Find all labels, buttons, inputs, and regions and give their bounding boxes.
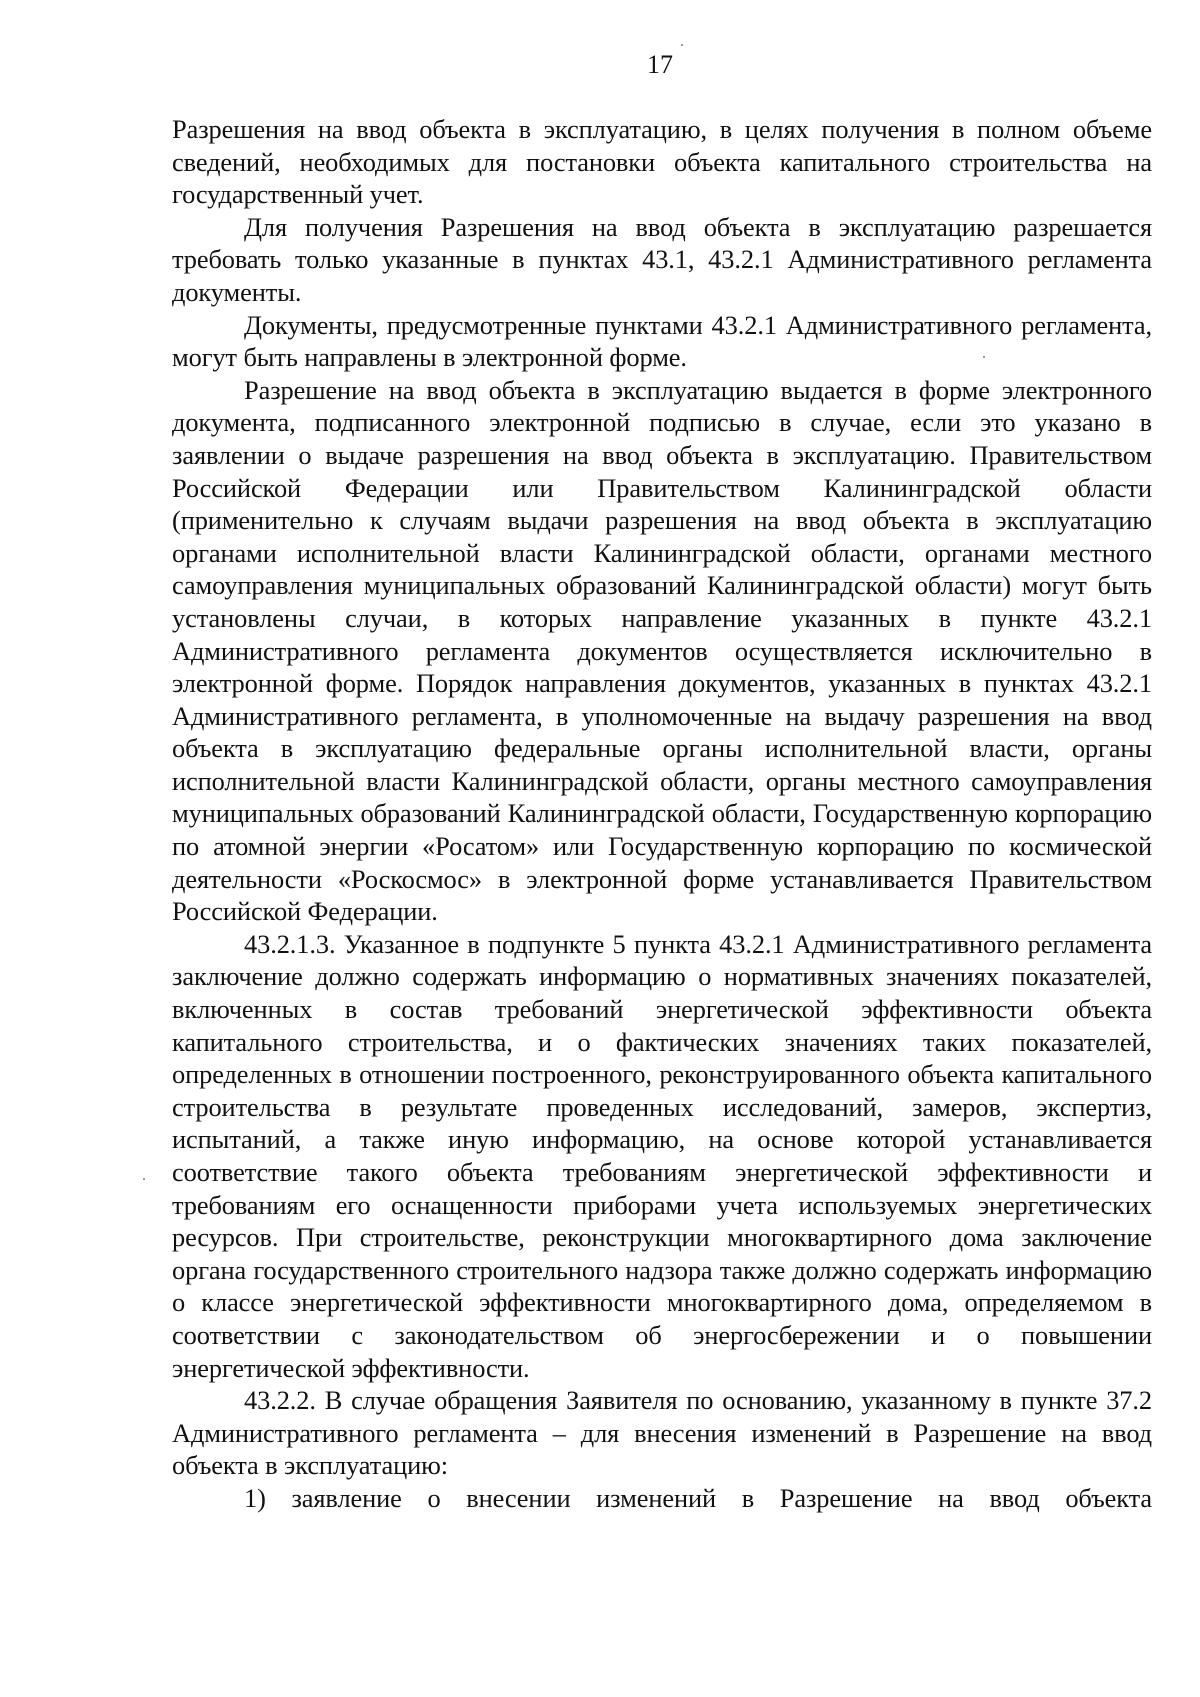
scan-speck bbox=[143, 1178, 145, 1180]
paragraph-electronic-form: Документы, предусмотренные пунктами 43.2.1 Административного регламента, могут быть направлены в электронной форме. bbox=[172, 309, 1152, 373]
page-number: 17 bbox=[647, 50, 673, 79]
paragraph-required-documents: Для получения Разрешения на ввод объекта в эксплуатацию разрешается требовать только указанные в пунктах 43.1, 43.2.1 Административного регламента документы. bbox=[172, 211, 1152, 307]
document-body bbox=[172, 113, 1152, 1515]
paragraph-43-2-1-3: 43.2.1.3. Указанное в подпункте 5 пункта 43.2.1 Административного регламента заключение должно содержать информацию о нормативных значениях показателей, включенных в состав требований энергетической эффективности объекта капитального строительства, и о фактических значениях таких показателей, определенных в отношении построенного, реконструированного объекта капитального строительства в результате проведенных исследований, замеров, экспертиз, испытаний, а также иную информацию, на основе которой устанавливается соответствие такого объекта требованиям энергетической эффективности и требованиям его оснащенности приборами учета используемых энергетических ресурсов. При строительстве, реконструкции многоквартирного дома заключение органа государственного строительного надзора также должно содержать информацию о классе энергетической эффективности многоквартирного дома, определяемом в соответствии с законодательством об энергосбережении и о повышении энергетической эффективности. bbox=[172, 928, 1152, 1383]
paragraph-43-2-2: 43.2.2. В случае обращения Заявителя по основанию, указанному в пункте 37.2 Административного регламента – для внесения изменений в Разрешение на ввод объекта в эксплуатацию: bbox=[172, 1385, 1152, 1481]
paragraph-electronic-permit: Разрешение на ввод объекта в эксплуатацию выдается в форме электронного документа, подписанного электронной подписью в случае, если это указано в заявлении о выдаче разрешения на ввод объекта в эксплуатацию. Правительством Российской Федерации или Правительством Калининградской области (применительно к случаям выдачи разрешения на ввод объекта в эксплуатацию органами исполнительной власти Калининградской области, органами местного самоуправления муниципальных образований Калининградской области) могут быть установлены случаи, в которых направление указанных в пункте 43.2.1 Административного регламента документов осуществляется исключительно в электронной форме. Порядок направления документов, указанных в пунктах 43.2.1 Административного регламента, в уполномоченные на выдачу разрешения на ввод объекта в эксплуатацию федеральные органы исполнительной власти, органы исполнительной власти Калининградской области, органы местного самоуправления муниципальных образований Калининградской области, Государственную корпорацию по атомной энергии «Росатом» или Государственную корпорацию по космической деятельности «Роскосмос» в электронной форме устанавливается Правительством Российской Федерации. bbox=[172, 374, 1152, 927]
paragraph-continuation: Разрешения на ввод объекта в эксплуатацию, в целях получения в полном объеме сведений, необходимых для постановки объекта капитального строительства на государственный учет. bbox=[172, 114, 1152, 210]
scan-speck bbox=[681, 44, 683, 46]
scan-speck bbox=[983, 356, 985, 358]
list-item-1: 1) заявление о внесении изменений в Разрешение на ввод объекта bbox=[244, 1482, 1152, 1513]
